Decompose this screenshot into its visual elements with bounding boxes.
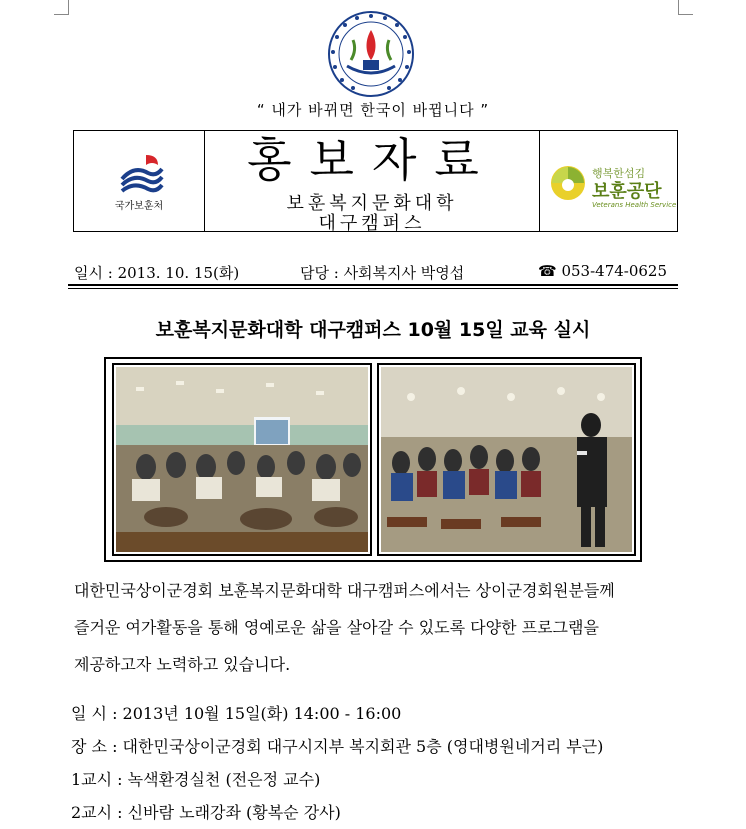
headline: 보훈복지문화대학 대구캠퍼스 10월 15일 교육 실시 xyxy=(155,319,591,341)
release-phone: ☎ 053-474-0625 xyxy=(538,262,668,280)
intro-line: 즐거운 여가활동을 통해 영예로운 삶을 살아갈 수 있도록 다양한 프로그램을 xyxy=(74,618,599,637)
singing-class-photo xyxy=(381,367,632,552)
divider xyxy=(68,288,678,289)
release-contact: 담당 : 사회복지사 박영섭 xyxy=(300,264,465,282)
class-2: 2교시 : 신바람 노래강좌 (황복순 강사) xyxy=(71,803,341,822)
lecture-hall-photo xyxy=(116,367,368,552)
photo-frame xyxy=(104,357,642,562)
veterans-health-service-logo-icon xyxy=(550,165,586,201)
divider xyxy=(68,284,678,286)
page-title: 홍보자료 xyxy=(247,133,497,187)
release-date: 일시 : 2013. 10. 15(화) xyxy=(74,264,240,282)
vhs-english-name: Veterans Health Service xyxy=(592,201,677,209)
mpva-logo-caption: 국가보훈처 xyxy=(114,201,164,212)
page-corner-mark xyxy=(678,0,693,15)
intro-line: 제공하고자 노력하고 있습니다. xyxy=(74,655,291,674)
right-logo-cell xyxy=(539,131,678,231)
mpva-logo-icon xyxy=(118,151,164,195)
left-logo-cell xyxy=(74,131,205,231)
event-time: 일 시 : 2013년 10월 15일(화) 14:00 - 16:00 xyxy=(71,704,402,723)
campus-name-line2: 대구캠퍼스 xyxy=(318,213,426,234)
vhs-slogan: 행복한섬김 xyxy=(592,167,646,180)
event-details xyxy=(71,697,603,829)
intro-line: 대한민국상이군경회 보훈복지문화대학 대구캠퍼스에서는 상이군경회원분들께 xyxy=(74,581,615,600)
campus-name-line1: 보훈복지문화대학 xyxy=(286,193,458,214)
class-1: 1교시 : 녹색환경실천 (전은정 교수) xyxy=(71,770,321,789)
vhs-name: 보훈공단 xyxy=(592,181,662,202)
event-location: 장 소 : 대한민국상이군경회 대구시지부 복지회관 5층 (영대병원네거리 부근) xyxy=(71,737,604,756)
slogan: “ 내가 바뀌면 한국이 바뀝니다 ” xyxy=(256,101,490,119)
page-corner-mark xyxy=(54,0,69,15)
intro-paragraph xyxy=(74,572,678,683)
press-release-header xyxy=(73,130,678,232)
association-emblem-icon xyxy=(327,10,415,98)
